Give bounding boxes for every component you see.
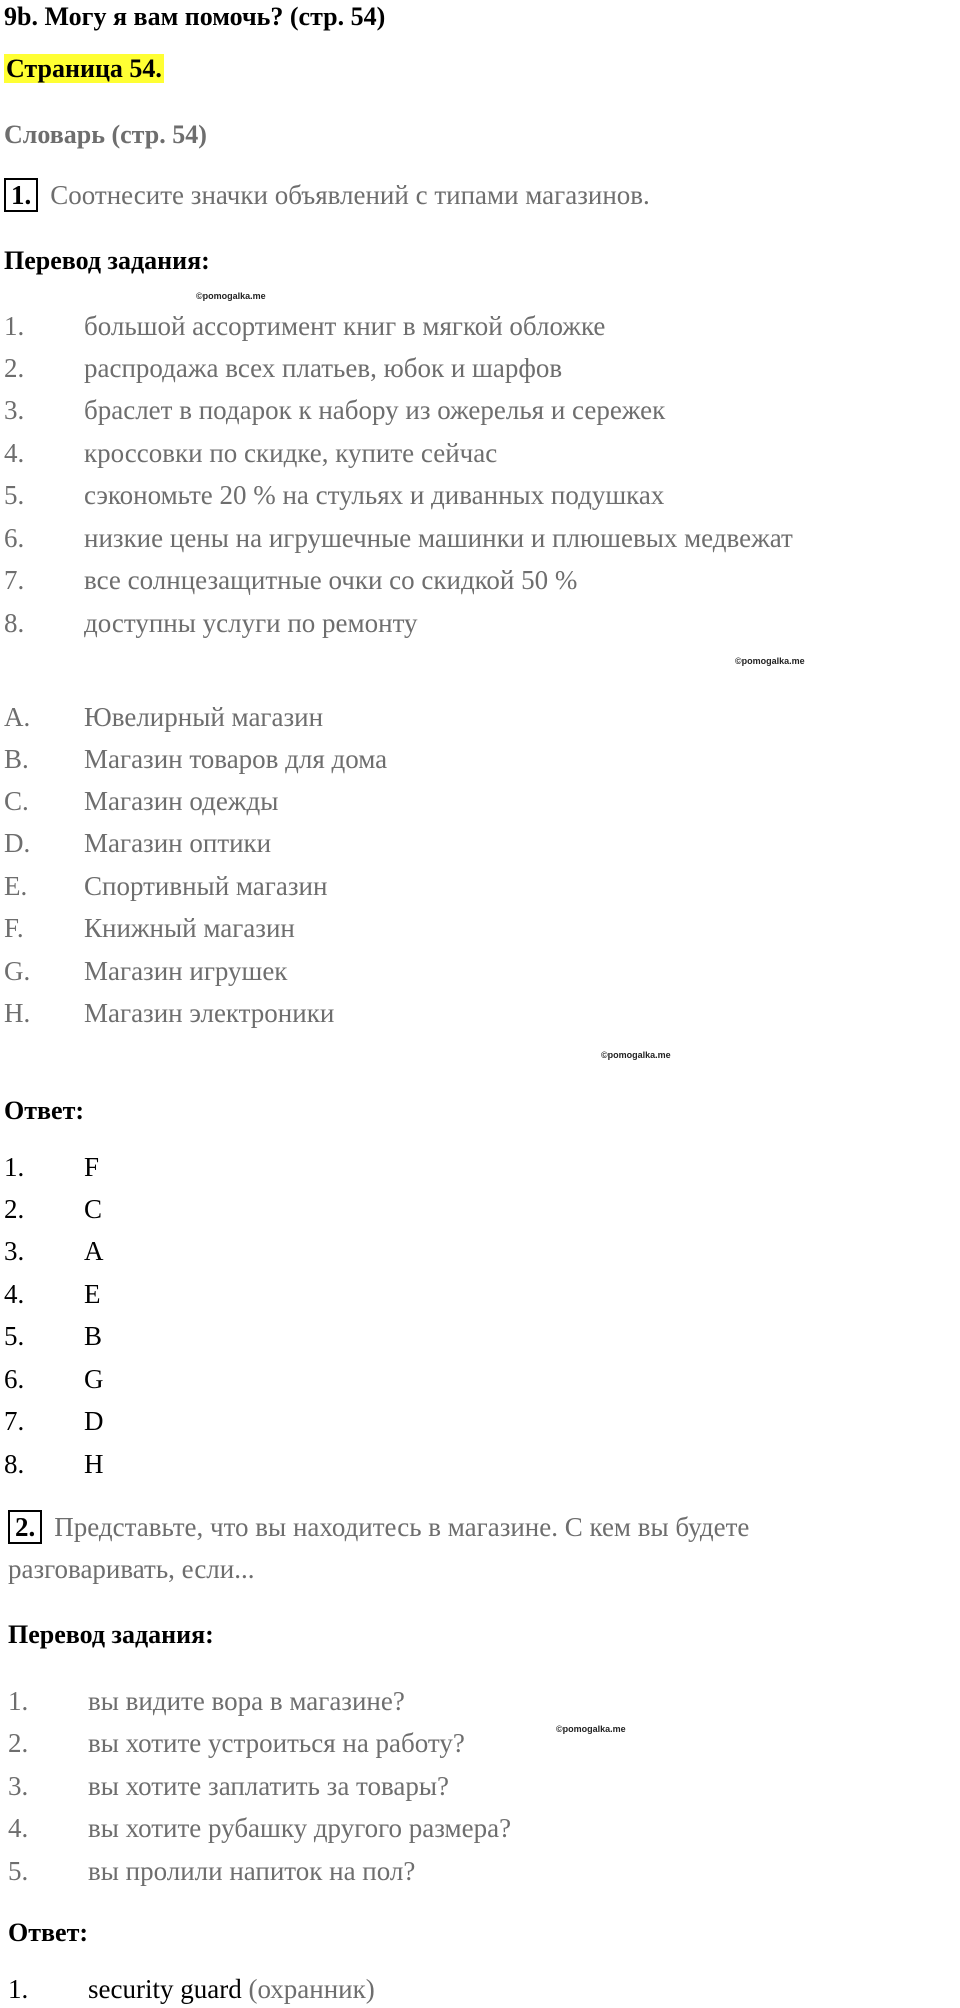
watermark: ©pomogalka.me: [196, 291, 266, 301]
list-item-letter: F.: [4, 913, 24, 943]
list-item-number: 2.: [4, 1194, 25, 1224]
list-item-text: Магазин одежды: [84, 786, 279, 816]
list-item-text: Книжный магазин: [84, 913, 295, 943]
task2-translation-heading: Перевод задания:: [8, 1620, 214, 1649]
list-item-number: 1.: [8, 1686, 29, 1716]
list-item-letter: B.: [4, 744, 29, 774]
list-item-number: 5.: [4, 1321, 25, 1351]
list-item-text: B: [84, 1321, 103, 1351]
list-item-number: 4.: [4, 438, 25, 468]
list-item-number: 3.: [8, 1771, 29, 1801]
list-item-text: распродажа всех платьев, юбок и шарфов: [84, 353, 563, 383]
list-item-text: доступны услуги по ремонту: [84, 608, 418, 638]
watermark: ©pomogalka.me: [556, 1724, 626, 1734]
list-item-text: низкие цены на игрушечные машинки и плюшевых медвежат: [84, 523, 793, 553]
list-item-text: Спортивный магазин: [84, 871, 328, 901]
list-item-letter: E.: [4, 871, 28, 901]
list-item-number: 5.: [4, 480, 25, 510]
task1-translation-heading: Перевод задания:: [4, 246, 210, 275]
task2-number-box: 2.: [8, 1510, 42, 1544]
list-item-number: 1.: [4, 311, 25, 341]
list-item-number: 6.: [4, 1364, 25, 1394]
list-item-number: 7.: [4, 1406, 25, 1436]
list-item-text: [88, 1974, 375, 2005]
list-item-text: все солнцезащитные очки со скидкой 50 %: [84, 565, 578, 595]
task1-prompt: [4, 178, 650, 212]
list-item-text: кроссовки по скидке, купите сейчас: [84, 438, 498, 468]
list-item-text: Ювелирный магазин: [84, 702, 324, 732]
task1-number-box: 1.: [4, 178, 38, 212]
list-item-text: D: [84, 1406, 104, 1436]
list-item-text: F: [84, 1152, 100, 1182]
list-item-number: 8.: [4, 1449, 25, 1479]
page-label-highlight: Страница 54.: [6, 54, 162, 83]
list-item-number: 2.: [4, 353, 25, 383]
task1-answer-heading: Ответ:: [4, 1096, 85, 1125]
list-item-number: 8.: [4, 608, 25, 638]
task2-prompt: [8, 1510, 749, 1544]
answer-russian: (охранник): [248, 1974, 375, 2004]
task2-answer-heading: Ответ:: [8, 1918, 89, 1947]
list-item-text: большой ассортимент книг в мягкой обложке: [84, 311, 606, 341]
list-item-text: вы пролили напиток на пол?: [88, 1856, 416, 1886]
list-item-text: A: [84, 1236, 104, 1266]
list-item-text: Магазин оптики: [84, 828, 272, 858]
list-item-letter: A.: [4, 702, 31, 732]
list-item-text: H: [84, 1449, 104, 1479]
list-item-text: браслет в подарок к набору из ожерелья и сережек: [84, 395, 666, 425]
list-item-letter: G.: [4, 956, 31, 986]
list-item-text: вы видите вора в магазине?: [88, 1686, 405, 1716]
list-item-text: Магазин товаров для дома: [84, 744, 388, 774]
task1-text: Соотнесите значки объявлений с типами магазинов.: [50, 180, 650, 210]
page-title: 9b. Могу я вам помочь? (стр. 54): [4, 2, 386, 31]
answer-english: security guard: [88, 1974, 242, 2004]
list-item-number: 2.: [8, 1728, 29, 1758]
list-item-text: вы хотите рубашку другого размера?: [88, 1813, 512, 1843]
list-item-text: вы хотите заплатить за товары?: [88, 1771, 449, 1801]
list-item-number: 4.: [8, 1813, 29, 1843]
list-item-number: 7.: [4, 565, 25, 595]
list-item-text: вы хотите устроиться на работу?: [88, 1728, 465, 1758]
list-item-number: 6.: [4, 523, 25, 553]
list-item-number: 1.: [4, 1152, 25, 1182]
list-item-text: Магазин электроники: [84, 998, 335, 1028]
list-item-number: 3.: [4, 395, 25, 425]
list-item-letter: C.: [4, 786, 29, 816]
list-item-text: G: [84, 1364, 104, 1394]
task2-text-line1: Представьте, что вы находитесь в магазине. С кем вы будете: [54, 1512, 750, 1542]
list-item-number: 3.: [4, 1236, 25, 1266]
list-item-text: сэкономьте 20 % на стульях и диванных подушках: [84, 480, 665, 510]
watermark: ©pomogalka.me: [735, 656, 805, 666]
list-item-text: Магазин игрушек: [84, 956, 288, 986]
page-label: [4, 54, 164, 84]
task2-text-line2: разговаривать, если...: [8, 1554, 255, 1584]
list-item-text: E: [84, 1279, 101, 1309]
list-item-letter: H.: [4, 998, 31, 1028]
list-item-number: 4.: [4, 1279, 25, 1309]
list-item-number: 1.: [8, 1974, 29, 2004]
list-item-letter: D.: [4, 828, 31, 858]
list-item-text: C: [84, 1194, 103, 1224]
vocab-heading: Словарь (стр. 54): [4, 120, 207, 149]
watermark: ©pomogalka.me: [601, 1050, 671, 1060]
list-item-number: 5.: [8, 1856, 29, 1886]
